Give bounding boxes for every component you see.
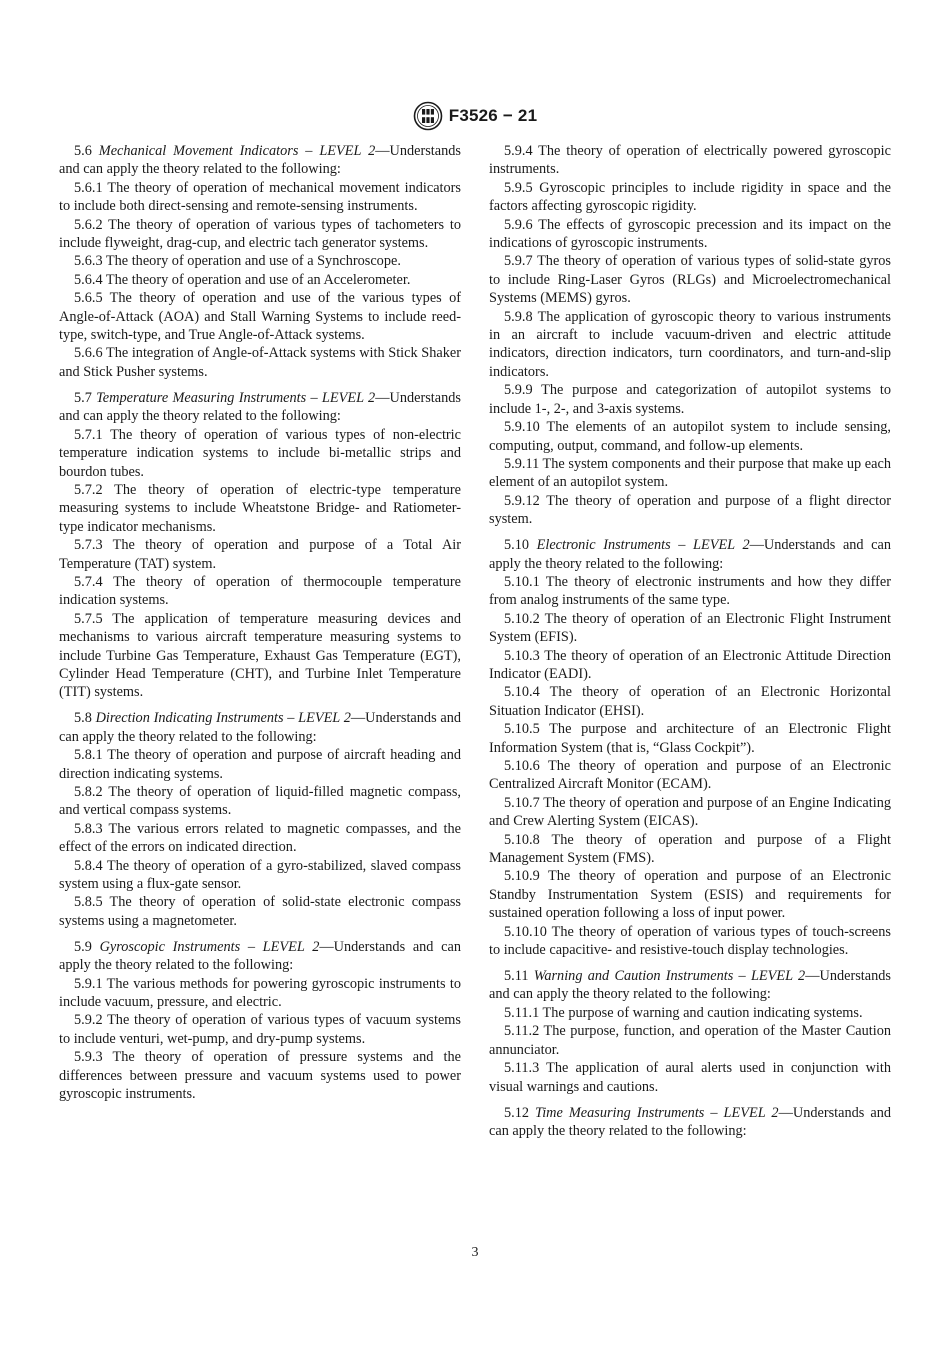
paragraph: 5.7.3 The theory of operation and purpose of a Total Air Temperature (TAT) system. [59, 537, 461, 572]
paragraph: 5.7.4 The theory of operation of thermocouple temperature indication systems. [59, 573, 461, 609]
paragraph: 5.9.5 Gyroscopic principles to include rigidity in space and the factors affecting gyroscopic rigidity. [489, 179, 891, 215]
paragraph: 5.10.4 The theory of operation of an Electronic Horizontal Situation Indicator (EHSI). [489, 684, 891, 719]
paragraph: 5.8.4 The theory of operation of a gyro-stabilized, slaved compass system using a flux-gate sensor. [59, 857, 461, 893]
section-heading [489, 1104, 891, 1141]
paragraph: 5.9.7 The theory of operation of various types of solid-state gyros to include Ring-Laser Gyros (RLGs) and Microelectromechanical Systems (MEMS) gyros. [489, 253, 891, 307]
section-title: Direction Indicating Instruments – LEVEL 2 [95, 710, 351, 727]
paragraph: 5.7.2 The theory of operation of electric-type temperature measuring systems to include Wheatstone Bridge- and Ratiometer-type indicator mechanisms. [59, 481, 461, 535]
left-column [59, 142, 461, 1104]
section-text: —Understands and can apply the theory related to the following: [489, 537, 892, 572]
paragraph: 5.9.12 The theory of operation and purpose of a flight director system. [489, 492, 891, 528]
section-heading [59, 709, 461, 746]
section-title: Warning and Caution Instruments – LEVEL 2 [533, 968, 806, 985]
section-number: 5.7 [74, 389, 97, 406]
paragraph: 5.9.2 The theory of operation of various types of vacuum systems to include venturi, wet-pump, and dry-pump systems. [59, 1012, 461, 1047]
paragraph: 5.6.1 The theory of operation of mechanical movement indicators to include both direct-sensing and remote-sensing instruments. [59, 179, 461, 215]
paragraph: 5.10.1 The theory of electronic instruments and how they differ from analog instruments of the same type. [489, 573, 891, 609]
paragraph: 5.9.4 The theory of operation of electrically powered gyroscopic instruments. [489, 143, 891, 178]
right-column [489, 142, 891, 1140]
paragraph: 5.6.4 The theory of operation and use of an Accelerometer. [74, 271, 411, 288]
paragraph: 5.10.6 The theory of operation and purpose of an Electronic Centralized Aircraft Monitor (ECAM). [489, 758, 891, 793]
paragraph: 5.10.2 The theory of operation of an Electronic Flight Instrument System (EFIS). [489, 610, 891, 646]
paragraph: 5.10.8 The theory of operation and purpose of a Flight Management System (FMS). [489, 831, 891, 867]
paragraph: 5.7.1 The theory of operation of various types of non-electric temperature indication systems to include bi-metallic strips and bourdon tubes. [59, 426, 461, 480]
page-number: 3 [471, 1245, 479, 1260]
paragraph: 5.8.5 The theory of operation of solid-state electronic compass systems using a magnetometer. [59, 894, 461, 929]
paragraph: 5.9.6 The effects of gyroscopic precession and its impact on the indications of gyroscopic instruments. [489, 216, 891, 252]
section-title: Electronic Instruments – LEVEL 2 [536, 537, 750, 554]
paragraph: 5.6.5 The theory of operation and use of the various types of Angle-of-Attack (AOA) and Stall Warning Systems to include reed-type, switch-type, and True Angle-of-Attack systems. [59, 290, 461, 344]
section-heading [59, 389, 461, 426]
paragraph: 5.9.9 The purpose and categorization of autopilot systems to include 1-, 2-, and 3-axis systems. [489, 382, 891, 417]
section-heading [59, 142, 461, 179]
section-heading [489, 536, 891, 573]
astm-logo-icon [413, 101, 443, 131]
document-number: F3526 − 21 [448, 106, 538, 125]
section-title: Mechanical Movement Indicators – LEVEL 2 [98, 143, 376, 159]
paragraph: 5.9.11 The system components and their purpose that make up each element of an autopilot system. [489, 455, 891, 491]
section-title: Time Measuring Instruments – LEVEL 2 [535, 1104, 779, 1121]
paragraph: 5.10.10 The theory of operation of various types of touch-screens to include capacitive- and resistive-touch display technologies. [489, 923, 891, 959]
paragraph: 5.7.5 The application of temperature measuring devices and mechanisms to various aircraft temperature measuring systems to include Turbine Gas Temperature, Exhaust Gas Temperature (EGT), Cylinder Head Temperature (CHT), and Turbine Inlet Temperature (TIT) systems. [59, 610, 461, 701]
paragraph: 5.10.3 The theory of operation of an Electronic Attitude Direction Indicator (EADI). [489, 647, 891, 682]
paragraph: 5.8.2 The theory of operation of liquid-filled magnetic compass, and vertical compass systems. [59, 784, 461, 819]
section-number: 5.8 [74, 710, 96, 727]
paragraph: 5.6.3 The theory of operation and use of a Synchroscope. [74, 253, 401, 270]
paragraph: 5.8.1 The theory of operation and purpose of aircraft heading and direction indicating systems. [59, 747, 461, 782]
paragraph: 5.10.9 The theory of operation and purpose of an Electronic Standby Instrumentation System (ESIS) and requirements for sustained operation following a loss of input power. [489, 868, 891, 922]
paragraph: 5.6.6 The integration of Angle-of-Attack systems with Stick Shaker and Stick Pusher systems. [59, 345, 461, 380]
section-number: 5.6 [74, 143, 99, 159]
section-text: —Understands and can apply the theory related to the following: [59, 143, 461, 178]
paragraph: 5.9.10 The elements of an autopilot system to include sensing, computing, output, command, and follow-up elements. [489, 419, 891, 454]
section-text: —Understands and can apply the theory related to the following: [489, 1104, 892, 1139]
section-number: 5.10 [504, 537, 537, 554]
section-title: Gyroscopic Instruments – LEVEL 2 [99, 938, 320, 955]
section-number: 5.9 [74, 938, 100, 955]
paragraph: 5.11.3 The application of aural alerts used in conjunction with visual warnings and cautions. [489, 1060, 891, 1095]
paragraph: 5.9.1 The various methods for powering gyroscopic instruments to include vacuum, pressure, and electric. [59, 975, 461, 1011]
section-heading [59, 938, 461, 975]
section-text: —Understands and can apply the theory related to the following: [489, 968, 891, 1003]
section-number: 5.12 [504, 1104, 536, 1121]
page-header [0, 100, 950, 132]
paragraph: 5.9.3 The theory of operation of pressure systems and the differences between pressure and vacuum systems used to power gyroscopic instruments. [59, 1049, 461, 1103]
section-number: 5.11 [504, 968, 534, 985]
paragraph: 5.10.7 The theory of operation and purpose of an Engine Indicating and Crew Alerting System (EICAS). [489, 794, 891, 830]
section-text: —Understands and can apply the theory related to the following: [59, 389, 461, 425]
section-text: —Understands and can apply the theory related to the following: [59, 710, 462, 745]
paragraph: 5.10.5 The purpose and architecture of an Electronic Flight Information System (that is, “Glass Cockpit”). [489, 721, 891, 756]
paragraph: 5.11.2 The purpose, function, and operation of the Master Caution annunciator. [489, 1023, 891, 1058]
paragraph: 5.9.8 The application of gyroscopic theory to various instruments in an aircraft to include vacuum-driven and electric attitude indicators, direction indicators, turn coordinators, and turn-and-slip indicators. [489, 308, 891, 380]
paragraph: 5.8.3 The various errors related to magnetic compasses, and the effect of the errors on indicated direction. [59, 820, 461, 856]
section-heading [489, 967, 891, 1004]
section-text: —Understands and can apply the theory related to the following: [59, 938, 461, 974]
section-title: Temperature Measuring Instruments – LEVEL 2 [96, 389, 376, 406]
paragraph: 5.11.1 The purpose of warning and caution indicating systems. [504, 1004, 863, 1021]
paragraph: 5.6.2 The theory of operation of various types of tachometers to include flyweight, drag-cup, and electric tach generator systems. [59, 216, 461, 252]
